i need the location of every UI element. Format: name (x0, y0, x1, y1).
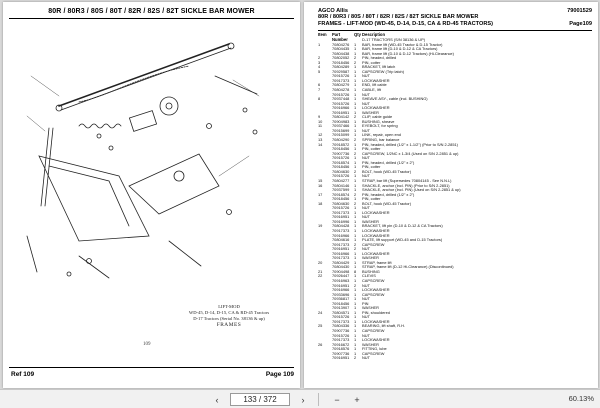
col-item: Item (318, 32, 327, 37)
toolbar-separator (318, 393, 319, 406)
row-description: SHACKLE, anchor (Incl. PIN) (Used on S/N 2-2851 & up) (362, 188, 461, 193)
row-description: NUT (362, 247, 370, 252)
row-part-number: 70915726 (332, 206, 350, 211)
row-description: SPRING, bar balance (362, 138, 400, 143)
row-description: NUT (362, 297, 370, 302)
row-item: 13 (318, 138, 323, 143)
row-item: 2 (318, 56, 321, 61)
row-description: WASHER (362, 219, 379, 224)
row-qty: 1 (354, 174, 357, 179)
row-description: BAR, frame lift (D-10 & D-12 & CA Tractors) (362, 47, 438, 52)
row-part-number: 70804276 (332, 42, 350, 47)
row-description: NUT (362, 156, 370, 161)
row-qty: 1 (354, 278, 357, 283)
row-qty: 2 (354, 283, 357, 288)
row-qty: 1 (354, 333, 357, 338)
row-part-number: 70929587 (332, 69, 350, 74)
row-description: BOLT, hook (WD-45 Tractor) (362, 169, 412, 174)
parts-diagram-svg (19, 36, 285, 286)
row-part-number: 70804278 (332, 88, 350, 93)
row-item: 25 (318, 324, 323, 329)
row-item: 19 (318, 224, 323, 229)
row-part-number: 70916966 (332, 106, 350, 111)
row-qty: 1 (354, 165, 357, 170)
row-part-number: 70804336 (332, 324, 350, 329)
row-item: 26 (318, 342, 323, 347)
row-qty: 1 (354, 347, 357, 352)
row-qty: 1 (354, 206, 357, 211)
row-qty: 1 (354, 306, 357, 311)
row-qty: 8 (354, 269, 357, 274)
row-description: BAR, frame lift (D-10 & D-12 Tractors) (Hi-Clearance) (362, 51, 454, 56)
row-part-number: 70918456 (332, 301, 350, 306)
row-description: CAPSCREW (362, 351, 385, 356)
row-item: 20 (318, 260, 323, 265)
row-qty: 1 (354, 324, 357, 329)
row-description: PIN, shouldered (362, 310, 390, 315)
row-part-number: 70937466 (332, 124, 350, 129)
row-description: LOCKWASHER (362, 319, 390, 324)
row-qty: 2 (354, 356, 357, 361)
row-part-number: 70933696 (332, 292, 350, 297)
row-item: 15 (318, 178, 323, 183)
caption-frames: FRAMES (216, 322, 242, 328)
row-part-number: 70916951 (332, 247, 350, 252)
row-item: 7 (318, 88, 321, 93)
viewer-toolbar (0, 389, 600, 408)
row-qty: 1 (354, 119, 357, 124)
row-part-number: 70804290 (332, 138, 350, 143)
row-description: END, lift cable (362, 83, 387, 88)
row-part-number: 70804142 (332, 115, 350, 120)
table-row (318, 356, 588, 361)
row-qty: 1 (354, 147, 357, 152)
row-qty: 1 (354, 69, 357, 74)
row-qty: 2 (354, 60, 357, 65)
row-description: LOCKWASHER (362, 251, 390, 256)
row-part-number: 70916963 (332, 278, 350, 283)
row-part-number: 70918574 (332, 160, 350, 165)
row-item: 18 (318, 201, 323, 206)
row-item: 14 (318, 142, 323, 147)
row-qty: 1 (354, 238, 357, 243)
row-qty: 1 (354, 106, 357, 111)
row-qty: 2 (354, 201, 357, 206)
row-description: STRAP, bar lift (Supersedes 70804145 - See N.N.L) (362, 178, 452, 183)
row-description: NUT (362, 283, 370, 288)
parts-list-title: 80R / 80R3 / 80S / 80T / 82R / 82S / 82T SICKLE BAR MOWER (318, 14, 479, 21)
row-part-number: 70904983 (332, 119, 350, 124)
row-part-number: 70926447 (332, 274, 350, 279)
row-description: LOCKWASHER (362, 233, 390, 238)
row-part-number: 70917373 (332, 319, 350, 324)
row-description: LOCKWASHER (362, 210, 390, 215)
row-description: CAPSCREW (362, 292, 385, 297)
chevron-right-icon: › (301, 394, 305, 405)
row-qty: 1 (354, 292, 357, 297)
row-description: NUT (362, 128, 370, 133)
row-item: 11 (318, 124, 323, 129)
row-description: CAPSCREW (362, 278, 385, 283)
row-qty: 1 (354, 97, 357, 102)
row-part-number: 70915726 (332, 74, 350, 79)
row-part-number: 70804289 (332, 65, 350, 70)
row-qty: 2 (354, 242, 357, 247)
row-part-number: 70937599 (332, 188, 350, 193)
col-qty: Qty (354, 32, 361, 37)
next-page-button[interactable] (296, 393, 310, 406)
row-description: BRACKET, lift latch (362, 65, 396, 70)
pdf-page-left (3, 2, 300, 388)
caption-line-3: D-17 Tractors (Serial No. 38136 & up) (193, 316, 265, 321)
row-part-number: 70804146 (332, 183, 350, 188)
row-part-number: 70918456 (332, 165, 350, 170)
row-qty: 1 (354, 256, 357, 261)
row-description: NUT (362, 206, 370, 211)
row-part-number: 70916966 (332, 251, 350, 256)
row-description: NUT (362, 333, 370, 338)
zoom-in-button[interactable] (350, 393, 364, 406)
row-part-number: 70915726 (332, 174, 350, 179)
row-item: 1 (318, 42, 321, 47)
page-number-field[interactable]: 133 / 372 (230, 393, 290, 406)
row-description: NUT (362, 101, 370, 106)
row-part-number: 70907736 (332, 329, 350, 333)
row-part-number: 70804277 (332, 178, 350, 183)
row-part-number: 70804429 (332, 260, 350, 265)
row-description: NUT (362, 356, 370, 361)
row-part-number: 70916951 (332, 356, 350, 361)
row-part-number: 70936817 (332, 297, 350, 302)
row-qty: 1 (354, 319, 357, 324)
row-qty: 2 (354, 192, 357, 197)
row-part-number: 70802052 (332, 56, 350, 61)
row-qty: 1 (354, 128, 357, 133)
row-qty: 1 (354, 51, 357, 56)
row-description: CLIP, cable guide (362, 115, 393, 120)
row-part-number: 70917373 (332, 242, 350, 247)
row-qty: 1 (354, 219, 357, 224)
row-part-number: 70917373 (332, 338, 350, 343)
row-qty: 1 (354, 260, 357, 265)
row-description: WASHER (362, 110, 379, 115)
page-label: Page109 (569, 20, 592, 27)
row-qty: 1 (354, 224, 357, 229)
printed-page-number: 109 (143, 342, 151, 347)
row-item: 6 (318, 83, 321, 88)
row-description: PIN, cotter (362, 60, 381, 65)
row-qty: 1 (354, 74, 357, 79)
pdf-page-right (304, 2, 598, 388)
row-part-number: 70916996 (332, 219, 350, 224)
row-qty: 1 (354, 210, 357, 215)
row-description: CAPSCREW (362, 242, 385, 247)
row-qty: 1 (354, 215, 357, 220)
row-item: 24 (318, 310, 323, 315)
row-qty: 1 (354, 338, 357, 343)
row-qty: 1 (354, 197, 357, 202)
row-part-number: 70804430 (332, 265, 350, 270)
caption-line-1: LIFT-MOD (218, 304, 240, 309)
row-part-number: 70804571 (332, 310, 350, 315)
prev-page-button[interactable] (210, 393, 224, 406)
row-part-number: 70918456 (332, 147, 350, 152)
row-qty: 1 (354, 297, 357, 302)
row-qty: 1 (354, 188, 357, 193)
row-qty: 1 (354, 65, 357, 70)
row-part-number: 70804435 (332, 47, 350, 52)
row-description: STRAP, frame lift (362, 260, 392, 265)
row-part-number: 70804438 (332, 51, 350, 56)
row-qty: 1 (354, 342, 357, 347)
figure-caption (181, 304, 277, 328)
row-part-number: 70915099 (332, 133, 350, 138)
row-description: WASHER (362, 306, 379, 311)
footer-page: Page 109 (265, 371, 294, 378)
row-qty: 1 (354, 329, 357, 333)
row-qty: 1 (354, 110, 357, 115)
footer-ref: Ref 109 (11, 371, 35, 378)
row-item: 8 (318, 97, 321, 102)
row-qty: 1 (354, 88, 357, 93)
row-part-number: 70904498 (332, 269, 350, 274)
row-qty: 2 (354, 56, 357, 61)
row-description: NUT (362, 92, 370, 97)
row-part-number: 70918574 (332, 192, 350, 197)
row-description: BUSHING, sheave (362, 119, 395, 124)
row-item (318, 356, 332, 361)
row-description: PLATE, lift support (WD-45 and D-15 Tractors) (362, 238, 443, 243)
row-qty: 1 (354, 310, 357, 315)
row-qty: 2 (354, 247, 357, 252)
row-item: 17 (318, 192, 323, 197)
row-item: 10 (318, 119, 323, 124)
row-part-number: 70915726 (332, 333, 350, 338)
row-qty: 1 (354, 274, 357, 279)
row-qty: 1 (354, 133, 357, 138)
row-part-number: 70918576 (332, 347, 350, 352)
row-description: PIN, cotter (362, 147, 381, 152)
row-qty: 1 (354, 47, 357, 52)
zoom-out-button[interactable] (330, 393, 344, 406)
row-item: 12 (318, 133, 323, 138)
row-qty: 1 (354, 233, 357, 238)
row-qty: 1 (354, 124, 357, 129)
row-description: D-17 TRACTORS (S/N 38136 & UP) (362, 38, 425, 42)
row-qty: 2 (354, 151, 357, 156)
page-header: 80R / 80R3 / 80S / 80T / 82R / 82S / 82T SICKLE BAR MOWER (48, 8, 255, 15)
row-item: 4 (318, 65, 321, 70)
row-item: 21 (318, 269, 323, 274)
row-description: CLEVIS (362, 274, 376, 279)
row-qty: 1 (354, 156, 357, 161)
row-part-number: 70915726 (332, 92, 350, 97)
caption-line-2: WD-45, D-14, D-15, CA & RD-45 Tractors (188, 310, 270, 315)
row-part-number: 70918456 (332, 60, 350, 65)
doc-number: 79001529 (567, 8, 592, 14)
row-part-number: 70918456 (332, 197, 350, 202)
row-description: BRACKET, lift pin (D-10 & D-12 & CA Tractors) (362, 224, 443, 229)
row-description: BEARING, lift shaft, R.H. (362, 324, 406, 329)
row-description: PIN, cotter (362, 197, 381, 202)
row-part-number: 70915726 (332, 315, 350, 320)
row-description: PIN, headed, drilled (362, 56, 397, 61)
row-description: BOLT, hook (WD-45 Tractor) (362, 201, 412, 206)
row-qty: 1 (354, 288, 357, 293)
row-qty: 1 (354, 251, 357, 256)
row-part-number: 70915726 (332, 156, 350, 161)
row-description: CAPSCREW, 1/2NC x 1-3/4 (Used on S/N 2-2851 & up) (362, 151, 459, 156)
row-description: PIN, headed, drilled (1/2" x 1-1/2") (Prior to S/N 2-2851) (362, 142, 458, 147)
row-part-number: 70916951 (332, 215, 350, 220)
row-description: BAR, frame lift (WD-45 Tractor & D-15 Tractor) (362, 42, 443, 47)
row-part-number: 70917373 (332, 256, 350, 261)
row-description: CABLE, lift (362, 88, 381, 93)
row-qty: 1 (354, 351, 357, 356)
row-part-number: 70917373 (332, 210, 350, 215)
zoom-level[interactable]: 60.13% (568, 394, 594, 403)
row-description: NUT (362, 174, 370, 179)
row-part-number: 70916951 (332, 283, 350, 288)
row-description: PIN, headed, drilled (1/2" x 2") (362, 192, 415, 197)
row-qty: 1 (354, 83, 357, 88)
row-part-number: 70917373 (332, 78, 350, 83)
row-part-number: 70804630 (332, 201, 350, 206)
row-description: EYEBOLT, for spring (362, 124, 398, 129)
row-qty: 1 (354, 92, 357, 97)
row-description: BUSHING (362, 269, 380, 274)
row-part-number: 70916966 (332, 288, 350, 293)
row-part-number: 70916672 (332, 342, 350, 347)
row-qty: 2 (354, 138, 357, 143)
row-description: NUT (362, 215, 370, 220)
row-qty: 1 (354, 265, 357, 270)
row-description: LOCKWASHER (362, 228, 390, 233)
header-divider-right (318, 30, 592, 31)
col-part-number: Part Number (332, 32, 348, 42)
row-qty: 2 (354, 169, 357, 174)
row-part-number: 70916966 (332, 233, 350, 238)
row-description: LOCKWASHER (362, 288, 390, 293)
col-description: Description (362, 32, 386, 37)
parts-list-subtitle: FRAMES - LIFT-MOD (WD-45, D-14, D-15, CA & RD-45 TRACTORS) (318, 20, 493, 27)
row-qty: 2 (354, 115, 357, 120)
row-description: WASHER (362, 342, 379, 347)
row-part-number: 70918572 (332, 142, 350, 147)
row-part-number: 70917373 (332, 228, 350, 233)
row-description: STRAP, frame lift (D-12 Hi-Clearance) (Discontinued) (362, 265, 454, 270)
row-qty: 1 (354, 78, 357, 83)
row-part-number: 70907736 (332, 151, 350, 156)
parts-diagram (19, 36, 285, 286)
row-qty: 1 (354, 178, 357, 183)
row-qty: 1 (354, 142, 357, 147)
row-item: 22 (318, 274, 323, 279)
header-divider (9, 18, 294, 19)
parts-list-header (318, 8, 592, 27)
row-part-number: 70915726 (332, 101, 350, 106)
chevron-left-icon: ‹ (215, 394, 219, 405)
row-description: SHACKLE, anchor (Incl. PIN) (Prior to S/N 2-2851) (362, 183, 450, 188)
row-qty: 1 (354, 101, 357, 106)
parts-list (318, 38, 588, 361)
row-part-number: 70907736 (332, 351, 350, 356)
row-part-number: 70915699 (332, 128, 350, 133)
row-description: NUT (362, 315, 370, 320)
row-part-number: 70804616 (332, 238, 350, 243)
row-description: LOCKWASHER (362, 78, 390, 83)
row-description: LINK, repair, open end (362, 133, 401, 138)
row-description: SHEAVE ASY., cable (incl. BUSHING) (362, 97, 428, 102)
row-description: LOCKWASHER (362, 106, 390, 111)
row-qty: 1 (354, 301, 357, 306)
row-part-number: 70804279 (332, 83, 350, 88)
row-description: FITTING, lube (362, 347, 387, 352)
row-description: PIN (362, 301, 369, 306)
row-part-number: 70804428 (332, 224, 350, 229)
row-part-number: 70913907 (332, 306, 350, 311)
row-description: PIN, headed, drilled (1/2" x 2") (362, 160, 415, 165)
row-description: WASHER (362, 256, 379, 261)
row-qty: 1 (354, 228, 357, 233)
row-description: CAPSCREW (362, 329, 385, 333)
row-item: 9 (318, 115, 321, 120)
brand-label: AGCO Allis (318, 8, 348, 14)
zoom-out-icon: − (334, 394, 340, 405)
row-description: LOCKWASHER (362, 338, 390, 343)
footer-divider (9, 367, 294, 368)
row-description: PIN, cotter (362, 165, 381, 170)
row-qty: 1 (354, 183, 357, 188)
row-item: 5 (318, 69, 321, 74)
row-qty: 1 (354, 315, 357, 320)
row-part-number: 70937448 (332, 97, 350, 102)
row-description: CAPSCREW (Trip latch) (362, 69, 405, 74)
row-qty: 1 (354, 42, 357, 47)
row-part-number: 70916951 (332, 110, 350, 115)
row-part-number: 70804630 (332, 169, 350, 174)
row-item: 3 (318, 60, 321, 65)
row-qty: 1 (354, 160, 357, 165)
zoom-in-icon: + (354, 394, 360, 405)
row-item: 16 (318, 183, 323, 188)
row-description: NUT (362, 74, 370, 79)
